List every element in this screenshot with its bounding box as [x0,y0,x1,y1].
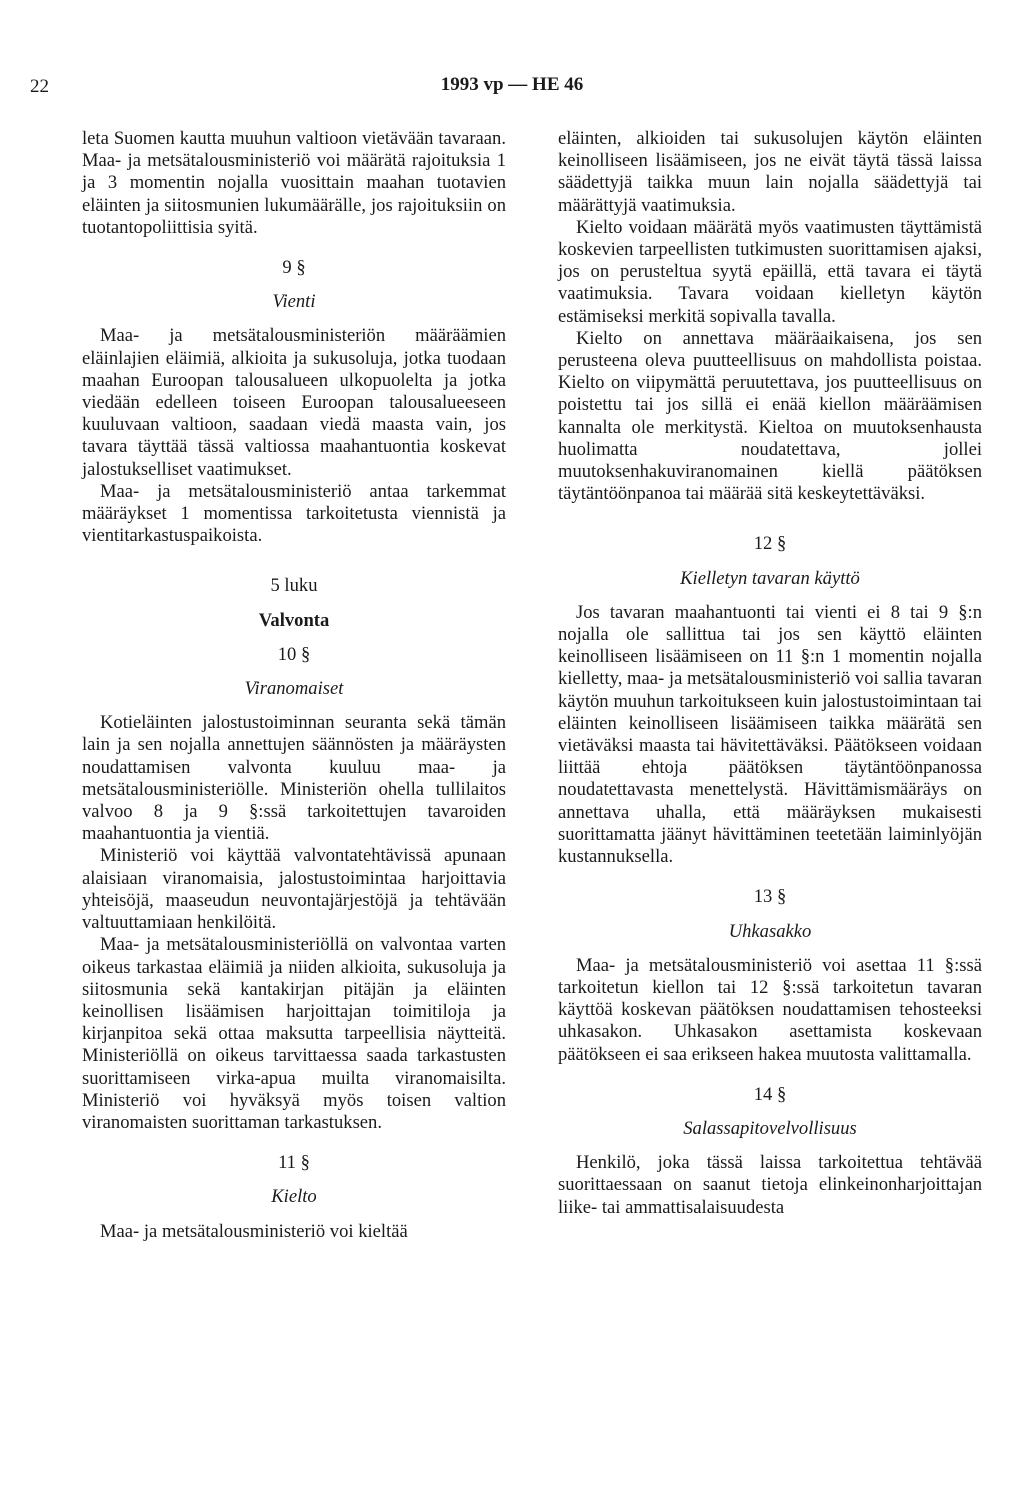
section-title: Kielletyn tavaran käyttö [680,567,860,589]
section-number: 9 § [282,257,306,279]
page-number: 22 [30,76,49,97]
section-title: Kielto [271,1186,317,1208]
chapter-title: Valvonta [258,609,330,631]
paragraph: Jos tavaran maahantuonti tai vienti ei 8 tai 9 §:n nojalla ole sallittua tai jos sen käyttö eläinten keinolliseen lisäämiseen on 11 §:n 1 momentin nojalla kielletty, maa- ja metsätalousministeriö voi sallia tavaran käytön muuhun tarkoitukseen kuin jalostustoimintaan tai eläinten keinolliseen lisäämiseen taikka määrätä sen vietäväksi maasta tai hävitettäväksi. Päätökseen voidaan liittää ehtoja päätöksen täytäntöönpanossa noudatettavasta menettelystä. Hävittämismääräys on annettava uhalla, että määräyksen mukaisesti suorittamatta jäänyt hävittäminen teetetään laiminlyöjän kustannuksella. [558,601,982,868]
paragraph: Kielto on annettava määräaikaisena, jos sen perusteena oleva puutteellisuus on mahdollista poistaa. Kielto on viipymättä peruutettava, jos puutteellisuus on poistettu tai jos sillä ei enää kiellon määräämisen kannalta ole merkitystä. Kieltoa on muutoksenhausta huolimatta noudatettava, jollei muutoksenhakuviranomainen kiellä päätöksen täytäntöönpanoa tai määrää sitä keskeytettäväksi. [558,327,982,505]
section-number: 14 § [753,1083,787,1105]
left-column [82,128,506,1243]
paragraph: Kotieläinten jalostustoiminnan seuranta sekä tämän lain ja sen nojalla annettujen säännösten ja määräysten noudattamisen valvonta kuuluu maa- ja metsätalousministeriölle. Ministeriön ohella tullilaitos valvoo 8 ja 9 §:ssä tarkoitettujen tavaroiden maahantuontia ja vientiä. [82,712,506,845]
paragraph: leta Suomen kautta muuhun valtioon vietävään tavaraan. Maa- ja metsätalousministeriö voi määrätä rajoituksia 1 ja 3 momentin nojalla vuosittain maahan tuotavien eläinten ja siitosmunien lukumäärälle, jos rajoituksiin on tuotantopoliittisia syitä. [82,128,506,238]
paragraph: Ministeriö voi käyttää valvontatehtävissä apunaan alaisiaan viranomaisia, jalostustoimintaa harjoittavia yhteisöjä, maaseudun neuvontajärjestöjä ja tehtävään valtuuttamiaan henkilöitä. [82,845,506,934]
paragraph: Henkilö, joka tässä laissa tarkoitettua tehtävää suorittaessaan on saanut tietoja elinkeinonharjoittajan liike- tai ammattisalaisuudesta [558,1152,982,1218]
paragraph: eläinten, alkioiden tai sukusolujen käytön eläinten keinolliseen lisäämiseen, jos ne eivät täytä tässä laissa säädettyjä taikka muun lain nojalla säädettyjä tai määrättyjä vaatimuksia. [558,128,982,216]
paragraph: Kielto voidaan määrätä myös vaatimusten täyttämistä koskevien tarpeellisten tutkimusten suorittamisen ajaksi, jos on perusteltua syytä epäillä, että tavara ei täytä vaatimuksia. Tavara voidaan kielletyn käytön estämiseksi merkitä sopivalla tavalla. [558,216,982,327]
section-title: Uhkasakko [728,920,812,942]
running-head: 1993 vp — HE 46 [440,74,584,95]
paragraph: Maa- ja metsätalousministeriö antaa tarkemmat määräykset 1 momentissa tarkoitetusta viennistä ja vientitarkastuspaikoista. [82,480,506,547]
chapter-number: 5 luku [270,575,318,597]
right-column [558,128,982,1219]
paragraph: Maa- ja metsätalousministeriön määräämien eläinlajien eläimiä, alkioita ja sukusoluja, jotka tuodaan maahan Euroopan talousalueen ulkopuolelta ja jotka viedään edelleen toiseen Euroopan talousalueeseen kuuluvaan valtioon, saadaan viedä maasta vain, jos tavara täyttää tässä valtiossa maahantuontia koskevat jalostukselliset vaatimukset. [82,325,506,480]
section-title: Vienti [272,291,316,313]
section-title: Salassapitovelvollisuus [683,1117,857,1139]
paragraph: Maa- ja metsätalousministeriöllä on valvontaa varten oikeus tarkastaa eläimiä ja niiden alkioita, sukusoluja ja siitosmunia sekä kantakirjan pitäjän ja eläinten keinollisen lisäämisen harjoittajan toimitiloja ja kirjanpitoa sekä ottaa maksutta tarpeellisia näytteitä. Ministeriöllä on oikeus tarvittaessa saada tarkastusten suorittamiseen virka-apua muilta viranomaisilta. Ministeriö voi hyväksyä myös toisen valtion viranomaisten suorittaman tarkastuksen. [82,934,506,1133]
paragraph: Maa- ja metsätalousministeriö voi kieltää [100,1220,408,1242]
section-number: 11 § [278,1152,310,1174]
section-number: 10 § [277,643,311,665]
section-number: 13 § [753,886,787,908]
section-title: Viranomaiset [244,678,344,700]
paragraph: Maa- ja metsätalousministeriö voi asettaa 11 §:ssä tarkoitetun kiellon tai 12 §:ssä tarkoitetun tavaran käyttöä koskevan päätöksen noudattamisen tehosteeksi uhkasakon. Uhkasakon asettamista koskevaan päätökseen ei saa erikseen hakea muutosta valittamalla. [558,954,982,1065]
section-number: 12 § [753,533,787,555]
